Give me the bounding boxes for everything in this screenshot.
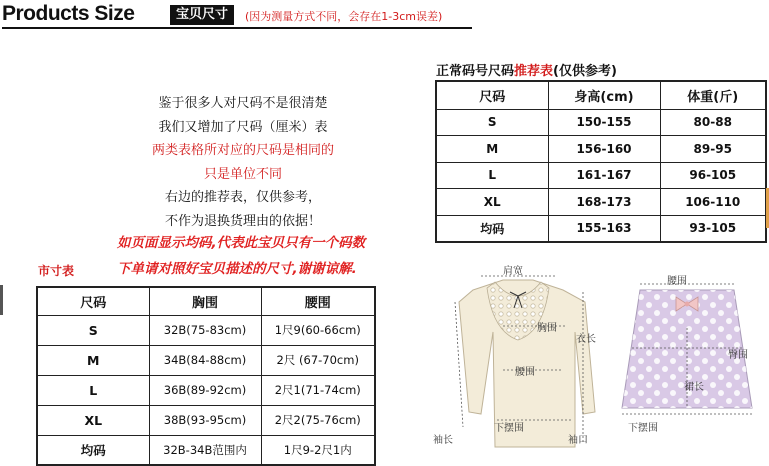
size-cell: XL xyxy=(37,405,149,435)
header-divider xyxy=(2,27,472,29)
market-table-label: 市寸表 xyxy=(38,264,75,278)
waist-cell: 1尺9(60-66cm) xyxy=(261,315,375,345)
size-notice xyxy=(118,92,368,233)
market-size-table xyxy=(36,286,376,466)
height-cell: 161-167 xyxy=(548,162,660,189)
left-edge-mark xyxy=(0,285,3,315)
weight-cell: 93-105 xyxy=(660,215,766,242)
table-row xyxy=(37,375,375,405)
order-warning: 下单请对照好宝贝描述的尺寸,谢谢谅解. xyxy=(117,261,357,277)
col-header-waist: 腰围 xyxy=(261,287,375,315)
waist-label: 腰围 xyxy=(515,367,535,378)
weight-cell: 96-105 xyxy=(660,162,766,189)
chest-cell: 38B(93-95cm) xyxy=(149,405,261,435)
notice-line: 我们又增加了尺码（厘米）表 xyxy=(158,119,328,135)
one-size-warning: 如页面显示均码,代表此宝贝只有一个码数 xyxy=(117,235,366,251)
size-cell: M xyxy=(436,136,548,163)
table-row xyxy=(37,315,375,345)
table-row xyxy=(37,435,375,465)
table-row xyxy=(37,405,375,435)
cuff-label: 袖口 xyxy=(568,435,588,446)
table-header-row xyxy=(37,287,375,315)
recommend-table-title xyxy=(436,60,617,79)
table-row xyxy=(436,109,766,136)
hem-label: 下摆围 xyxy=(494,423,524,434)
size-cell: M xyxy=(37,345,149,375)
size-cell: 均码 xyxy=(37,435,149,465)
size-cell: S xyxy=(37,315,149,345)
notice-line: 两类表格所对应的尺码是相同的 xyxy=(151,143,334,158)
waist-cell: 2尺2(75-76cm) xyxy=(261,405,375,435)
skirt-waist-label: 腰围 xyxy=(667,276,687,287)
size-badge: 宝贝尺寸 xyxy=(170,5,234,25)
col-header-height: 身高(cm) xyxy=(548,81,660,109)
size-cell: S xyxy=(436,109,548,136)
chest-cell: 32B-34B范围内 xyxy=(149,435,261,465)
recommend-size-table xyxy=(435,80,767,243)
size-cell: XL xyxy=(436,189,548,216)
weight-cell: 89-95 xyxy=(660,136,766,163)
table-row xyxy=(37,345,375,375)
chest-cell: 34B(84-88cm) xyxy=(149,345,261,375)
height-cell: 168-173 xyxy=(548,189,660,216)
height-cell: 156-160 xyxy=(548,136,660,163)
col-header-size: 尺码 xyxy=(37,287,149,315)
size-cell: 均码 xyxy=(436,215,548,242)
notice-line: 不作为退换货理由的依据！ xyxy=(164,213,321,229)
waist-cell: 2尺1(71-74cm) xyxy=(261,375,375,405)
chest-label: 胸围 xyxy=(537,323,557,334)
skirt-hip-label: 臀围 xyxy=(728,350,748,361)
waist-cell: 1尺9-2尺1内 xyxy=(261,435,375,465)
table-row xyxy=(436,136,766,163)
notice-line: 只是单位不同 xyxy=(203,166,282,182)
skirt-hem-label: 下摆围 xyxy=(628,423,658,434)
table-header-row xyxy=(436,81,766,109)
col-header-weight: 体重(斤) xyxy=(660,81,766,109)
recommend-title-highlight: 推荐表 xyxy=(514,64,554,79)
measurement-note: (因为测量方式不同，会存在1-3cm误差) xyxy=(245,10,443,23)
length-label: 衣长 xyxy=(576,334,596,345)
shoulder-label: 肩宽 xyxy=(503,266,523,277)
recommend-title-prefix: 正常码号尺码 xyxy=(436,64,515,79)
chest-cell: 36B(89-92cm) xyxy=(149,375,261,405)
table-row xyxy=(436,162,766,189)
waist-cell: 2尺 (67-70cm) xyxy=(261,345,375,375)
height-cell: 155-163 xyxy=(548,215,660,242)
notice-line: 右边的推荐表，仅供参考， xyxy=(164,190,321,205)
page-title: Products Size xyxy=(2,2,135,25)
table-row xyxy=(436,189,766,216)
table-row xyxy=(436,215,766,242)
weight-cell: 106-110 xyxy=(660,189,766,216)
size-cell: L xyxy=(436,162,548,189)
col-header-chest: 胸围 xyxy=(149,287,261,315)
recommend-title-suffix: (仅供参考) xyxy=(553,64,617,79)
col-header-size: 尺码 xyxy=(436,81,548,109)
height-cell: 150-155 xyxy=(548,109,660,136)
notice-line: 鉴于很多人对尺码不是很清楚 xyxy=(158,96,328,111)
weight-cell: 80-88 xyxy=(660,109,766,136)
size-cell: L xyxy=(37,375,149,405)
sleeve-label: 袖长 xyxy=(433,435,453,446)
skirt-length-label: 裙长 xyxy=(684,382,704,393)
chest-cell: 32B(75-83cm) xyxy=(149,315,261,345)
